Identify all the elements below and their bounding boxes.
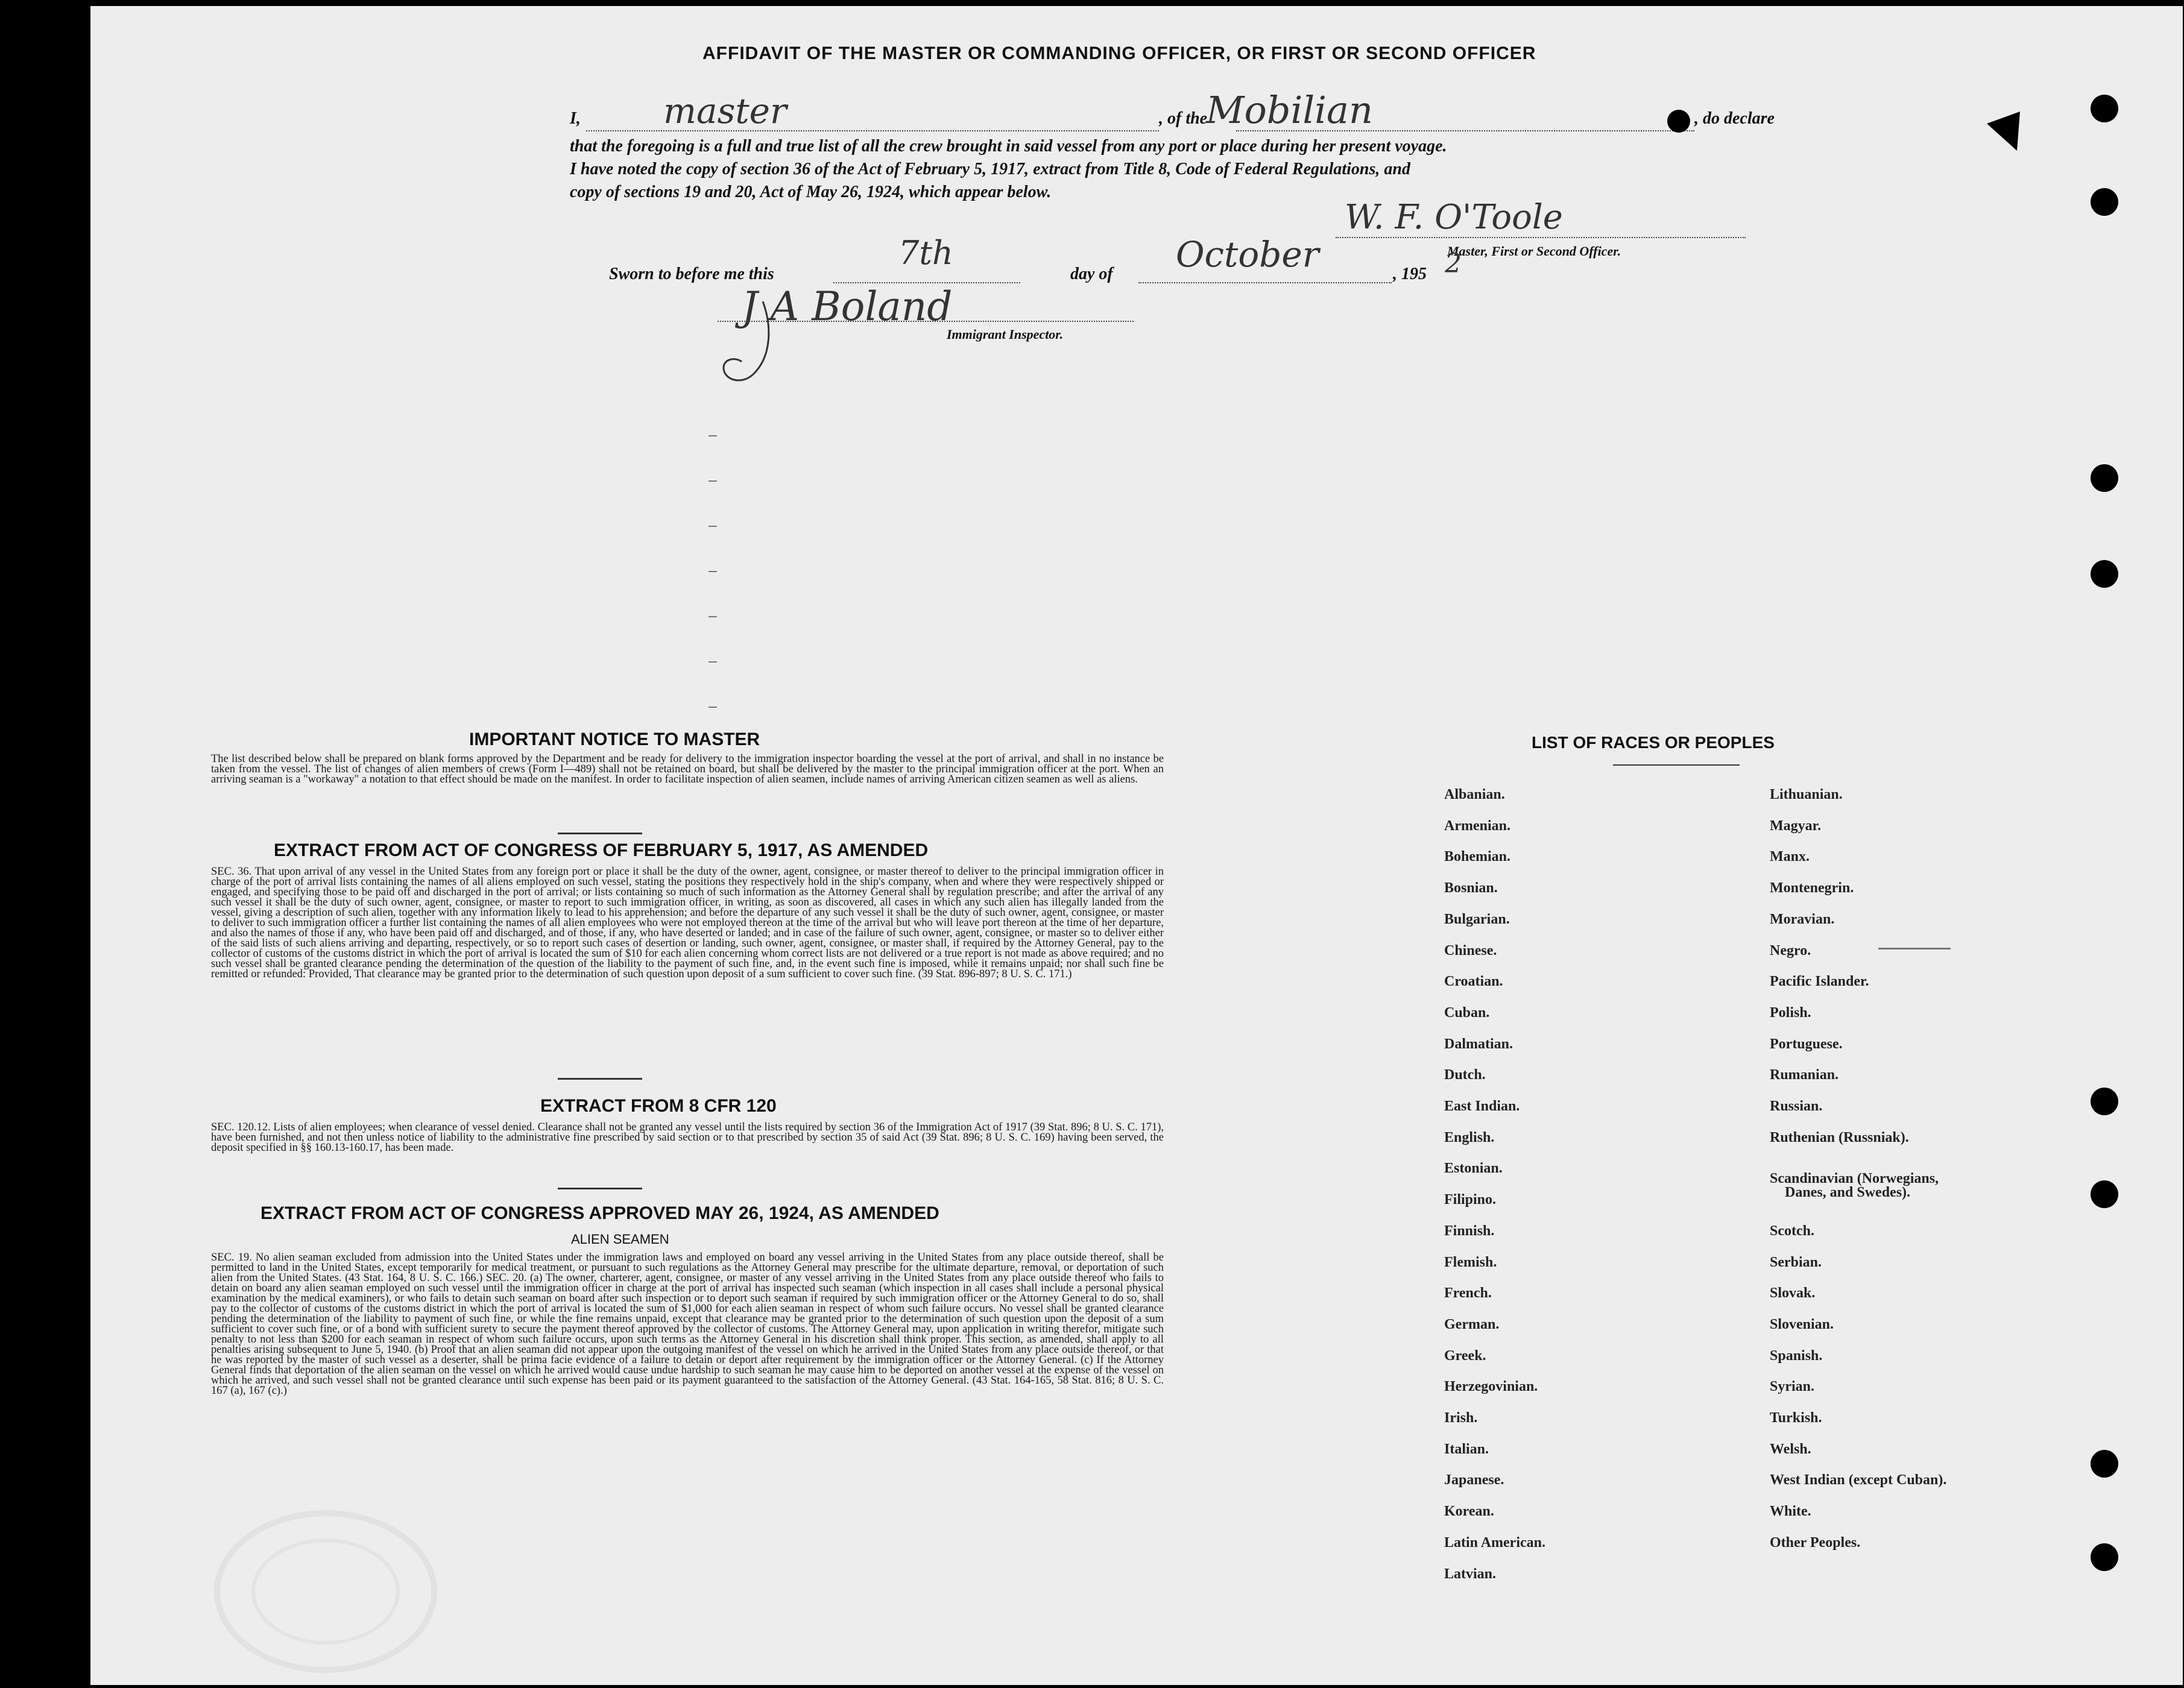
punch-hole bbox=[2091, 95, 2118, 122]
race-item: Scotch. bbox=[1770, 1223, 1814, 1239]
race-item: Bulgarian. bbox=[1444, 912, 1510, 927]
divider-rule bbox=[558, 1188, 642, 1189]
race-scandinavian-line2: Danes, and Swedes). bbox=[1785, 1185, 1911, 1200]
stray-mark bbox=[709, 661, 717, 663]
punch-hole bbox=[2091, 464, 2118, 492]
year-suffix: 2 bbox=[1445, 248, 1462, 279]
races-title-underline bbox=[1613, 764, 1740, 766]
race-item: Portuguese. bbox=[1770, 1036, 1843, 1052]
race-item: Herzegovinian. bbox=[1444, 1379, 1538, 1394]
sworn-month: October bbox=[1176, 234, 1319, 275]
race-item: Armenian. bbox=[1444, 818, 1510, 834]
document-page bbox=[90, 6, 2183, 1685]
race-item: Slovak. bbox=[1770, 1285, 1816, 1301]
race-item: Serbian. bbox=[1770, 1255, 1822, 1270]
embossed-seal bbox=[199, 1495, 452, 1688]
extract-8cfr-title: EXTRACT FROM 8 CFR 120 bbox=[540, 1096, 777, 1116]
affidavit-title: AFFIDAVIT OF THE MASTER OR COMMANDING OFFICER, OR FIRST OR SECOND OFFICER bbox=[702, 43, 1536, 63]
race-item: Flemish. bbox=[1444, 1255, 1497, 1270]
extract-1917-title: EXTRACT FROM ACT OF CONGRESS OF FEBRUARY 5, 1917, AS AMENDED bbox=[274, 840, 929, 860]
race-item: White. bbox=[1770, 1504, 1811, 1519]
race-item: Japanese. bbox=[1444, 1472, 1504, 1488]
race-item: Syrian. bbox=[1770, 1379, 1815, 1394]
race-item: Ruthenian (Russniak). bbox=[1770, 1130, 1909, 1145]
master-signature-line bbox=[1336, 237, 1746, 238]
affidavit-line1-prefix: I, bbox=[570, 109, 581, 128]
races-title: LIST OF RACES OR PEOPLES bbox=[1532, 733, 1775, 752]
notice-body: The list described below shall be prepared on blank forms approved by the Department and be ready for delivery to the immigration inspector boarding the vessel at the port of arrival, and shall in no instance be taken from the vessel. The list of changes of alien members of crews (Form I—489) shall not be retained on board, but shall be delivered by the master to the principal immigration officer at the port. When an arriving seaman is a "workaway" a notation to that effect should be made on the manifest. In order to facilitate inspection of alien seamen, include names of arriving American citizen seamen as well as aliens. bbox=[211, 753, 1164, 786]
inspector-caption: Immigrant Inspector. bbox=[947, 327, 1064, 342]
divider-rule bbox=[558, 1078, 642, 1080]
race-item: Negro. bbox=[1770, 943, 1811, 959]
sworn-label: Sworn to before me this bbox=[609, 265, 774, 283]
race-item: Albanian. bbox=[1444, 787, 1505, 802]
sworn-day: 7th bbox=[898, 234, 953, 272]
race-item: Montenegrin. bbox=[1770, 880, 1854, 896]
stray-mark bbox=[709, 435, 717, 436]
punch-hole bbox=[2091, 1450, 2118, 1478]
affidavit-line2: that the foregoing is a full and true list of all the crew brought in said vessel from any port or place during her present voyage. bbox=[570, 137, 1447, 156]
extract-1917-body: SEC. 36. That upon arrival of any vessel in the United States from any foreign port or place it shall be the duty of the owner, agent, consignee, or master thereof to deliver to the principal immigration officer in charge of the port of arrival lists containing the names of all aliens employed on such vessel, stating the positions they respectively hold in the ship's company, when and where they were respectively shipped or engaged, and specifying those to be paid off and discharged in the port of arrival; or lists containing so much of such information as the Attorney General shall by regulation prescribe; and after the arrival of any such vessel it shall be the duty of such owner, agent, consignee, or master to report to such immigration officer, in writing, as soon as discovered, all cases in which any such alien has illegally landed from the vessel, giving a description of such alien, together with any information likely to lead to his apprehension; and before the departure of any such vessel it shall be the duty of such owner, agent, consignee, or master to deliver to such immigration officer a further list containing the names of all alien employees who were not employed thereon at the time of the arrival but who will leave port thereon at the time of her departure, and also the names of those if any, who have been paid off and discharged, and of those, if any, who have deserted or landed; and in case of the failure of such owner, agent, consignee, or master so to deliver either of the said lists of such aliens arriving and departing, respectively, or so to report such cases of desertion or landing, such owner, agent, consignee, or master shall, if required by the Attorney General, pay to the collector of customs of the customs district in which the port of arrival is located the sum of $10 for each alien concerning whom correct lists are not delivered or a true report is not made as above required; and no such vessel shall be granted clearance pending the determination of the question of the liability to the payment of such fine, and, in the event such fine is imposed, while it remains unpaid; nor shall such fine be remitted or refunded: Provided, That clearance may be granted prior to the determination of such question upon deposit of a sum sufficient to cover such fine. (39 Stat. 896-897; 8 U. S. C. 171.) bbox=[211, 866, 1164, 980]
inspector-signature: J A Boland bbox=[742, 283, 953, 330]
race-item: Irish. bbox=[1444, 1410, 1478, 1426]
race-item: Filipino. bbox=[1444, 1192, 1497, 1208]
inspector-signature-line bbox=[718, 321, 1134, 322]
affidavit-line4: copy of sections 19 and 20, Act of May 26, 1924, which appear below. bbox=[570, 183, 1052, 201]
master-signature: W. F. O'Toole bbox=[1345, 198, 1563, 237]
inspector-signature-flourish bbox=[705, 289, 826, 392]
race-item: Latin American. bbox=[1444, 1535, 1545, 1551]
notice-title: IMPORTANT NOTICE TO MASTER bbox=[469, 729, 760, 749]
affidavit-line1-mid: , of the bbox=[1159, 109, 1208, 128]
race-item: Magyar. bbox=[1770, 818, 1822, 834]
stray-mark bbox=[709, 616, 717, 617]
stray-mark bbox=[1878, 948, 1951, 950]
stray-mark bbox=[709, 571, 717, 572]
punch-hole bbox=[2091, 560, 2118, 588]
affidavit-line3: I have noted the copy of section 36 of the Act of February 5, 1917, extract from Title 8, Code of Federal Regulations, and bbox=[570, 160, 1410, 178]
race-item: French. bbox=[1444, 1285, 1492, 1301]
race-item: Greek. bbox=[1444, 1348, 1486, 1364]
race-item: Korean. bbox=[1444, 1504, 1494, 1519]
race-item: Italian. bbox=[1444, 1441, 1489, 1457]
punch-hole bbox=[2091, 1543, 2118, 1571]
race-item: Pacific Islander. bbox=[1770, 974, 1869, 989]
race-item: Lithuanian. bbox=[1770, 787, 1843, 802]
race-item: English. bbox=[1444, 1130, 1495, 1145]
race-item: Estonian. bbox=[1444, 1160, 1503, 1176]
race-item: Welsh. bbox=[1770, 1441, 1811, 1457]
race-item: East Indian. bbox=[1444, 1098, 1520, 1114]
race-item: Spanish. bbox=[1770, 1348, 1823, 1364]
race-item: Dalmatian. bbox=[1444, 1036, 1513, 1052]
race-item: Other Peoples. bbox=[1770, 1535, 1861, 1551]
punch-hole bbox=[2091, 1088, 2118, 1115]
race-item: Scandinavian (Norwegians, bbox=[1770, 1171, 1939, 1186]
race-item: Finnish. bbox=[1444, 1223, 1495, 1239]
stray-mark bbox=[709, 480, 717, 482]
torn-corner-mark bbox=[1984, 109, 2032, 157]
race-item: Polish. bbox=[1770, 1005, 1811, 1021]
race-item: Chinese. bbox=[1444, 943, 1497, 959]
extract-1924-title: EXTRACT FROM ACT OF CONGRESS APPROVED MAY 26, 1924, AS AMENDED bbox=[260, 1203, 939, 1223]
punch-hole bbox=[1667, 110, 1690, 133]
alien-seamen-subtitle: ALIEN SEAMEN bbox=[571, 1232, 669, 1247]
race-item: Slovenian. bbox=[1770, 1317, 1834, 1332]
race-item: Manx. bbox=[1770, 849, 1810, 864]
sworn-month-line bbox=[1138, 282, 1392, 283]
race-item: Bosnian. bbox=[1444, 880, 1498, 896]
race-item: Russian. bbox=[1770, 1098, 1823, 1114]
race-item: Cuban. bbox=[1444, 1005, 1490, 1021]
race-item: German. bbox=[1444, 1317, 1500, 1332]
day-of-label: day of bbox=[1070, 265, 1113, 283]
extract-8cfr-body: SEC. 120.12. Lists of alien employees; when clearance of vessel denied. Clearance shall not be granted any vessel until the lists required by section 36 of the Immigration Act of 1917 (39 Stat. 896; 8 U. S. C. 171), have been furnished, and not then unless notice of liability to the administrative fine prescribed by said section or to that prescribed by section 35 of said Act (39 Stat. 896; 8 U. S. C. 169) having been served, the deposit specified in §§ 160.13-160.17, has been made. bbox=[211, 1121, 1164, 1154]
divider-rule bbox=[558, 833, 642, 834]
race-item: Dutch. bbox=[1444, 1067, 1486, 1083]
extract-1924-body: SEC. 19. No alien seaman excluded from admission into the United States under the immigration laws and employed on board any vessel arriving in the United States from any place outside thereof, shall be permitted to land in the United States, except temporarily for medical treatment, or pursuant to such regulations as the Attorney General may prescribe for the ultimate departure, removal, or deportation of such alien from the United States. (43 Stat. 164, 8 U. S. C. 166.) SEC. 20. (a) The owner, charterer, agent, consignee, or master of any vessel arriving in the United States from any place outside thereof who fails to detain on board any alien seaman employed on such vessel until the immigration officer in charge at the port of arrival has inspected such seaman (which inspection in all cases shall include a personal physical examination by the medical examiners), or who fails to detain such seaman on board after such inspection or to deport such seaman if required by such immigration officer or the Attorney General to do so, shall pay to the collector of customs of the customs district in which the port of arrival is located the sum of $1,000 for each alien seaman in respect of whom such failure occurs. No vessel shall be granted clearance pending the determination of the liability to payment of such fine, or while the fine remains unpaid, except that clearance may be granted prior to the determination of such question upon the deposit of a sum sufficient to cover such fine, or of a bond with sufficient surety to secure the payment thereof approved by the collector of customs. The Attorney General may, upon application in writing therefor, mitigate such penalty to not less than $200 for each seaman in respect of whom such failure occurs, upon such terms as the Attorney General in his discretion shall think proper. This section, as amended, shall apply to all penalties arising subsequent to June 5, 1940. (b) Proof that an alien seaman did not appear upon the outgoing manifest of the vessel on which he arrived in the United States from any place outside thereof, or that he was reported by the master of such vessel as a deserter, shall be prima facie evidence of a failure to detain or deport after requirement by the immigration officer or the Attorney General. (c) If the Attorney General finds that deportation of the alien seaman on the vessel on which he arrived would cause undue hardship to such seaman he may cause him to be deported on another vessel at the expense of the vessel on which he arrived, and such vessel shall not be granted clearance until such expense has been paid or its payment guaranteed to the satisfaction of the Attorney General. (43 Stat. 164-165, 58 Stat. 816; 8 U. S. C. 167 (a), 167 (c).) bbox=[211, 1252, 1164, 1397]
stray-mark bbox=[709, 707, 717, 708]
race-item: Turkish. bbox=[1770, 1410, 1822, 1426]
race-item: Croatian. bbox=[1444, 974, 1503, 989]
master-caption: Master, First or Second Officer. bbox=[1447, 244, 1621, 259]
race-item: West Indian (except Cuban). bbox=[1770, 1472, 1947, 1488]
handwritten-vessel: Mobilian bbox=[1206, 88, 1373, 132]
affidavit-line1-suffix: , do declare bbox=[1694, 109, 1775, 128]
punch-hole bbox=[2091, 188, 2118, 216]
stray-mark bbox=[709, 526, 717, 527]
handwritten-master: master bbox=[663, 90, 787, 131]
punch-hole bbox=[2091, 1180, 2118, 1208]
race-item: Latvian. bbox=[1444, 1566, 1497, 1582]
race-item: Rumanian. bbox=[1770, 1067, 1839, 1083]
race-item: Bohemian. bbox=[1444, 849, 1511, 864]
year-prefix: , 195 bbox=[1393, 265, 1427, 283]
race-item: Moravian. bbox=[1770, 912, 1835, 927]
